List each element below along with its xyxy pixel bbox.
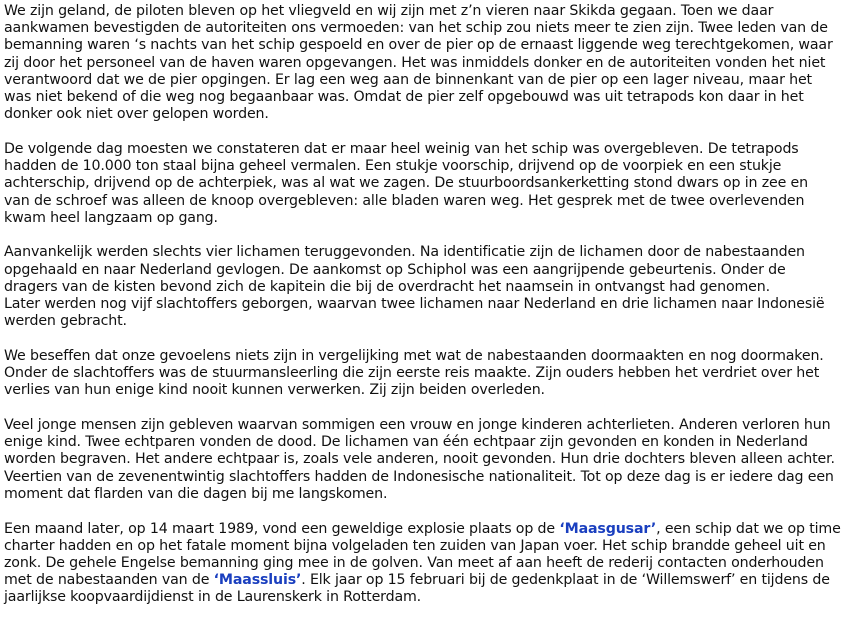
ship-name-maasgusar: Maasgusar [564,520,651,537]
text-line [4,572,830,589]
text-line: verantwoord dat we de pier opgingen. Er lag een weg aan de binnenkant van de pier op een lager niveau, maar het [4,71,812,88]
text-line: De volgende dag moesten we constateren dat er maar heel weinig van het schip was overgebleven. De tetrapods [4,140,799,157]
text-line: Onder de slachtoffers was de stuurmansleerling die zijn eerste reis maakte. Zijn ouders hebben het verdriet over het [4,365,820,382]
ship-name-maassluis: Maassluis [218,572,296,589]
text-line: donker ook niet over gelopen worden. [4,106,269,123]
text-segment: met de nabestaanden van de [4,572,214,589]
text-line: achterschip, drijvend op de achterpiek, was al wat we zagen. De stuurboordsankerketting stond dwars op in zee en [4,175,808,192]
text-line: enige kind. Twee echtparen vonden de dood. De lichamen van één echtpaar zijn gevonden en konden in Nederland [4,434,808,451]
text-line: werden gebracht. [4,313,127,330]
text-line: moment dat flarden van die dagen bij me langskomen. [4,485,388,502]
ship-name-quote-close: ’ [650,520,657,537]
text-line: Veertien van de zevenentwintig slachtoffers hadden de Indonesische nationaliteit. Tot op deze dag is er iedere dag een [4,468,834,485]
text-line: charter hadden en op het fatale moment bijna volgeladen ten zuiden van Japan voer. Het schip brandde geheel uit en [4,537,826,554]
text-line: Later werden nog vijf slachtoffers geborgen, waarvan twee lichamen naar Nederland en drie lichamen naar Indonesië [4,296,825,313]
text-line: opgehaald en naar Nederland gevlogen. De aankomst op Schiphol was een aangrijpende gebeurtenis. Onder de [4,261,786,278]
text-line: We beseffen dat onze gevoelens niets zijn in vergelijking met wat de nabestaanden doormaakten en nog doormaken. [4,347,824,364]
text-line: Aanvankelijk werden slechts vier lichamen teruggevonden. Na identificatie zijn de lichamen door de nabestaanden [4,244,805,261]
text-line: aankwamen bevestigden de autoriteiten ons vermoeden: van het schip zou niets meer te zien zijn. Twee leden van de [4,20,828,37]
paragraph-young-people [4,417,835,503]
paragraph-arrival-skikda [4,3,833,123]
paragraph-month-later [4,520,841,607]
text-line: zij door het personeel van de haven waren opgevangen. Het was inmiddels donker en de autoriteiten vonden het niet [4,54,826,71]
text-line: jaarlijkse koopvaardijdienst in de Laurenskerk in Rotterdam. [4,589,422,606]
text-line: dragers van de kisten bevond zich de kapitein die bij de overdracht het naamsein in ontvangst had genomen. [4,278,770,295]
ship-name-quote-open: ‘ [213,572,219,589]
text-line: zonk. De gehele Engelse bemanning ging mee in de golven. Van meet af aan heeft de rederij contacten onderhouden [4,554,824,571]
paragraph-feelings [4,347,824,400]
text-segment: , een schip dat we op time [656,520,841,537]
text-segment: . Elk jaar op 15 februari bij de gedenkplaat in de ‘Willemswerf’ en tijdens de [301,572,830,589]
paragraph-bodies-found [4,244,825,330]
text-line: We zijn geland, de piloten bleven op het vliegveld en wij zijn met z’n vieren naar Skikda gegaan. Toen we daar [4,3,774,19]
text-line [4,520,841,538]
text-segment: Een maand later, op 14 maart 1989, vond een geweldige explosie plaats op de [4,520,560,537]
text-line: van de schroef was alleen de knoop overgebleven: alle bladen waren weg. Het gesprek met de twee overlevenden [4,192,805,209]
text-line: worden begraven. Het andere echtpaar is, zoals vele anderen, nooit gevonden. Hun drie dochters bleven alleen achter. [4,451,835,468]
text-line: hadden de 10.000 ton staal bijna geheel vermalen. Een stukje voorschip, drijvend op de voorpiek en een stukje [4,158,782,175]
text-line: Veel jonge mensen zijn gebleven waarvan sommigen een vrouw en jonge kinderen achterlieten. Anderen verloren hun [4,417,831,434]
ship-name-quote-open: ‘ [559,520,565,537]
text-line: was niet bekend of die weg nog begaanbaar was. Omdat de pier zelf opgebouwd was uit tetrapods kon daar in het [4,89,804,106]
paragraph-next-day [4,140,808,227]
text-line: kwam heel langzaam op gang. [4,209,218,226]
text-line: bemanning waren ‘s nachts van het schip gespoeld en over de pier op de ernaast liggende weg terechtgekomen, waar [4,37,833,54]
text-line: verlies van hun enige kind nooit kunnen verwerken. Zij zijn beiden overleden. [4,382,545,399]
ship-name-quote-close: ’ [295,572,302,589]
